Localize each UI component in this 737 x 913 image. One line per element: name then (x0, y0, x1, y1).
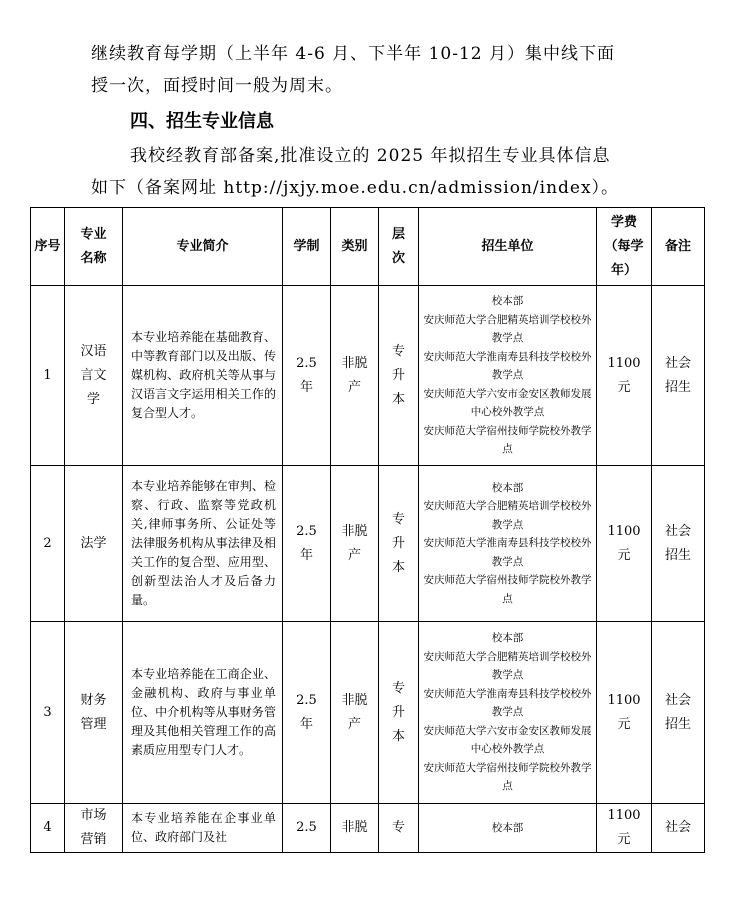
unit-item: 校本部 (491, 295, 524, 308)
unit-item: 安庆师范大学淮南寿县科技学校校外教学点 (423, 537, 592, 568)
cell-duration: 2.5年 (283, 622, 331, 804)
cell-name: 市场营销 (65, 804, 123, 853)
cell-index: 3 (31, 622, 65, 804)
unit-item: 校本部 (491, 821, 524, 834)
cell-level: 专升本 (379, 622, 419, 804)
cell-index: 4 (31, 804, 65, 853)
cell-note: 社会招生 (652, 466, 705, 622)
table-row (31, 466, 705, 622)
header-name: 专业名称 (65, 208, 123, 286)
header-intro: 专业简介 (123, 208, 283, 286)
header-units: 招生单位 (419, 208, 597, 286)
cell-index: 2 (31, 466, 65, 622)
study-paragraph-line-2: 授一次，面授时间一般为周末。 (91, 76, 343, 96)
unit-item: 安庆师范大学宿州技师学院校外教学点 (423, 424, 592, 456)
cell-category: 非脱产 (331, 466, 379, 622)
header-category: 类别 (331, 208, 379, 286)
cell-units (419, 466, 597, 622)
cell-fee: 1100元 (597, 286, 652, 466)
cell-name: 汉语言文学 (65, 286, 123, 466)
cell-intro: 本专业培养能在基础教育、中等教育部门以及出版、传媒机构、政府机关等从事与汉语言文字运用相关工作的复合型人才。 (123, 286, 283, 466)
cell-level: 专 (379, 804, 419, 853)
cell-note: 社会 (652, 804, 705, 853)
unit-item: 安庆师范大学淮南寿县科技学校校外教学点 (423, 687, 592, 719)
cell-note: 社会招生 (652, 622, 705, 804)
cell-intro: 本专业培养能在企事业单位、政府部门及社 (123, 804, 283, 853)
header-note: 备注 (652, 208, 705, 286)
cell-name: 法学 (65, 466, 123, 622)
unit-item: 校本部 (491, 481, 524, 494)
unit-item: 安庆师范大学宿州技师学院校外教学点 (423, 574, 592, 605)
table-row (31, 804, 705, 853)
cell-fee: 1100元 (597, 622, 652, 804)
cell-note: 社会招生 (652, 286, 705, 466)
header-duration: 学制 (283, 208, 331, 286)
header-fee: 学费（每学年） (597, 208, 652, 286)
header-level: 层次 (379, 208, 419, 286)
table-row (31, 286, 705, 466)
table-header-row (31, 208, 705, 286)
cell-units (419, 622, 597, 804)
unit-item: 安庆师范大学合肥精英培训学校校外教学点 (423, 500, 592, 531)
cell-units (419, 804, 597, 853)
cell-fee: 1100元 (597, 804, 652, 853)
cell-intro: 本专业培养能在工商企业、金融机构、政府与事业单位、中介机构等从事财务管理及其他相关管理工作的高素质应用型专门人才。 (123, 622, 283, 804)
cell-fee: 1100元 (597, 466, 652, 622)
unit-item: 安庆师范大学淮南寿县科技学校校外教学点 (423, 350, 592, 382)
unit-item: 安庆师范大学六安市金安区教师发展中心校外教学点 (423, 724, 592, 756)
majors-table (30, 207, 705, 853)
section-heading: 四、招生专业信息 (130, 111, 274, 132)
cell-duration: 2.5年 (283, 466, 331, 622)
intro-paragraph-line-2: 如下（备案网址 http://jxjy.moe.edu.cn/admission/index）。 (91, 178, 620, 198)
cell-level: 专升本 (379, 466, 419, 622)
header-index: 序号 (31, 208, 65, 286)
cell-duration: 2.5 (283, 804, 331, 853)
table-row (31, 622, 705, 804)
cell-category: 非脱 (331, 804, 379, 853)
cell-units (419, 286, 597, 466)
unit-item: 安庆师范大学六安市金安区教师发展中心校外教学点 (423, 387, 592, 419)
cell-category: 非脱产 (331, 622, 379, 804)
intro-paragraph-line-1: 我校经教育部备案,批准设立的 2025 年拟招生专业具体信息 (130, 146, 611, 166)
study-paragraph-line-1: 继续教育每学期（上半年 4-6 月、下半年 10-12 月）集中线下面 (91, 44, 615, 64)
cell-level: 专升本 (379, 286, 419, 466)
unit-item: 安庆师范大学合肥精英培训学校校外教学点 (423, 313, 592, 345)
cell-name: 财务管理 (65, 622, 123, 804)
unit-item: 校本部 (491, 632, 524, 645)
cell-index: 1 (31, 286, 65, 466)
cell-intro: 本专业培养能够在审判、检察、行政、监察等党政机关,律师事务所、公证处等法律服务机构从事法律及相关工作的复合型、应用型、创新型法治人才及后备力量。 (123, 466, 283, 622)
unit-item: 安庆师范大学宿州技师学院校外教学点 (423, 761, 592, 793)
unit-item: 安庆师范大学合肥精英培训学校校外教学点 (423, 650, 592, 682)
cell-duration: 2.5年 (283, 286, 331, 466)
cell-category: 非脱产 (331, 286, 379, 466)
